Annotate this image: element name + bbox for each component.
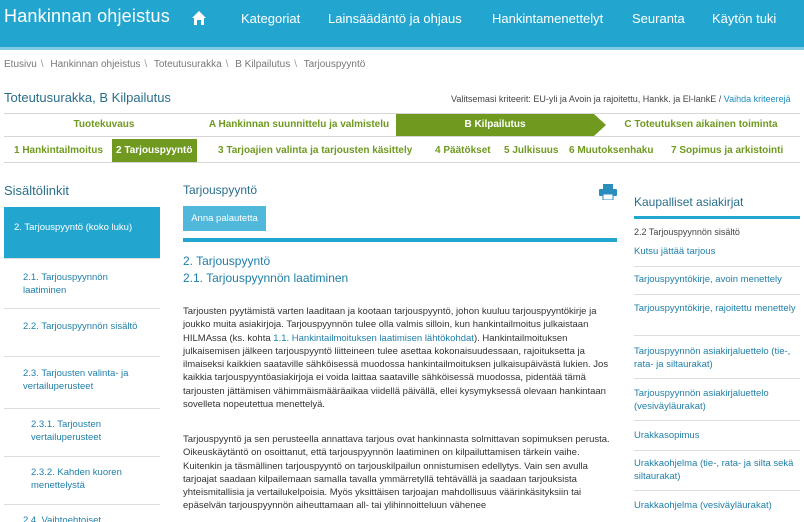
step-3[interactable]: 3 Tarjoajien valinta ja tarjousten käsittely <box>218 145 413 156</box>
step-2-active[interactable]: 2 Tarjouspyyntö <box>112 139 197 162</box>
breadcrumb-item[interactable]: Etusivu <box>4 59 37 70</box>
breadcrumb: Etusivu \ Hankinnan ohjeistus \ Toteutusurakka \ B Kilpailutus \ Tarjouspyyntö <box>4 59 366 70</box>
inline-link-1-1[interactable]: 1.1. Hankintailmoituksen laatimisen lähtökohdat <box>273 332 474 344</box>
right-divider <box>634 216 800 219</box>
document-link[interactable]: Tarjouspyynnön asiakirjaluettelo (tie-, rata- ja siltaurakat) <box>634 345 800 379</box>
sidebar-item-chapter[interactable]: 2. Tarjouspyyntö (koko luku) <box>4 209 160 259</box>
sidebar-item-2-3-1[interactable]: 2.3.1. Tarjousten vertailuperusteet <box>4 409 160 457</box>
step-6[interactable]: 6 Muutoksenhaku <box>569 145 654 156</box>
nav-lainsaadanto[interactable]: Lainsäädäntö ja ohjaus <box>328 11 462 26</box>
nav-seuranta[interactable]: Seuranta <box>632 11 685 26</box>
page-title: Toteutusurakka, B Kilpailutus <box>4 90 171 105</box>
paragraph-text: Tarjousten pyytämistä varten laaditaan ja kootaan tarjouspyyntö, johon kuuluu tarjouspyyntökirje ja joukko muita asiakirjoja. Tarjouspyynnön tulee olla valmis silloin, kun hankintailmoitus julkaistaan HILMAssa (ks. kohta <box>183 306 597 344</box>
paragraph-2: Tarjouspyyntö ja sen perusteella annattava tarjous ovat hankinnasta solmittavan sopimuksen perusta. Oikeuskäytäntö on osoittanut, että tarjouspyynnön laatiminen on kilpailuttamisen tärkein vaihe. Kuitenkin ja täsmällinen tarjouspyyntö on tarjouskilpailun onnistumisen edellytys. Vain sen avulla tarjoajat saadaan kilpailemaan samalla tavalla ymmärretyllä tehtävällä ja saadaan tarjouksista yhteismitallisia ja vertailukelpoisia. Myös yksittäisen tarjoajan mahdollisuus väärinkäsityksiin tai epäselvän tarjouspyynnön aiheuttamaan all- tai ylihinnoitteluun vähenee <box>183 434 610 512</box>
header-stripe <box>0 47 804 50</box>
phase-b-active[interactable]: B Kilpailutus <box>396 114 594 136</box>
sidebar-item-2-2[interactable]: 2.2. Tarjouspyynnön sisältö <box>4 309 160 357</box>
commercial-documents-title: Kaupalliset asiakirjat <box>634 195 744 209</box>
site-brand[interactable]: Hankinnan ohjeistus <box>4 6 170 26</box>
criteria-summary <box>451 94 791 104</box>
document-link[interactable]: Tarjouspyynnön asiakirjaluettelo (vesiväyläurakat) <box>634 387 800 421</box>
paragraph-text: ). Hankintailmoituksen julkaisemisen jälkeen tarjouspyyntö liitteineen tulee asettaa kokonaisuudessaan, rajoituksetta ja ilmaiseksi kaikkien saataville sähköisessä muodossa hankintailmoituksen julkaisupäivästä lukien. Jos kaikkia tarjouspyyntöasiakirjoja ei voida laittaa saataville sähköisessä muodossa, pidentää tämä tarjousten jättämisen vähimmäismääräaikaa viidellä päivällä, ellei kysymyksessä olevaan hankintaan sovelleta nopeutettua menettelyä. <box>183 332 609 411</box>
phase-a[interactable]: A Hankinnan suunnittelu ja valmistelu <box>208 119 390 130</box>
document-link[interactable]: Kutsu jättää tarjous <box>634 245 800 267</box>
nav-kategoriat[interactable]: Kategoriat <box>241 11 301 26</box>
give-feedback-button[interactable]: Anna palautetta <box>183 206 266 231</box>
print-icon[interactable] <box>599 184 617 200</box>
sidebar-item-2-4[interactable]: 2.4. Vaihtoehtoiset <box>23 515 101 522</box>
phase-c[interactable]: C Toteutuksen aikainen toiminta <box>624 119 778 130</box>
document-link[interactable]: Urakkaohjelma (tie-, rata- ja silta sekä siltaurakat) <box>634 457 800 491</box>
paragraph-1 <box>183 305 617 411</box>
step-bar <box>4 139 800 163</box>
document-link[interactable]: Tarjouspyyntökirje, avoin menettely <box>634 273 800 295</box>
step-4[interactable]: 4 Päätökset <box>435 145 491 156</box>
sidebar-item-2-3[interactable]: 2.3. Tarjousten valinta- ja vertailuperusteet <box>4 357 160 409</box>
section-heading: 2. Tarjouspyyntö <box>183 254 271 268</box>
step-7[interactable]: 7 Sopimus ja arkistointi <box>671 145 784 156</box>
nav-hankintamenettelyt[interactable]: Hankintamenettelyt <box>492 11 604 26</box>
breadcrumb-item[interactable]: Toteutusurakka <box>153 59 222 70</box>
change-criteria-link[interactable]: Vaihda kriteerejä <box>723 94 791 104</box>
content-links-sidebar <box>4 207 160 522</box>
criteria-text: Valitsemasi kriteerit: EU-yli ja Avoin ja rajoitettu, Hankk. ja El-lankE / <box>451 94 722 104</box>
sidebar-item-2-3-2[interactable]: 2.3.2. Kahden kuoren menettelystä <box>4 457 160 505</box>
document-link[interactable]: Urakkaohjelma (vesiväyläurakat) <box>634 500 772 511</box>
subsection-heading: 2.1. Tarjouspyynnön laatiminen <box>183 271 349 285</box>
phase-bar <box>4 113 800 137</box>
content-divider <box>183 238 617 242</box>
nav-kayton-tuki[interactable]: Käytön tuki <box>712 11 777 26</box>
phase-arrow <box>594 114 606 136</box>
breadcrumb-item[interactable]: B Kilpailutus <box>235 59 291 70</box>
breadcrumb-item[interactable]: Hankinnan ohjeistus <box>50 59 141 70</box>
main-title: Tarjouspyyntö <box>183 183 258 197</box>
document-link[interactable]: Urakkasopimus <box>634 429 800 451</box>
phase-tuotekuvaus[interactable]: Tuotekuvaus <box>73 119 135 130</box>
document-link[interactable]: Tarjouspyyntökirje, rajoitettu menettely <box>634 302 800 336</box>
step-1[interactable]: 1 Hankintailmoitus <box>14 145 103 156</box>
breadcrumb-current: Tarjouspyyntö <box>303 59 366 70</box>
top-navigation <box>0 0 804 47</box>
home-icon[interactable] <box>191 10 207 26</box>
sidebar-title: Sisältölinkit <box>4 183 70 198</box>
step-5[interactable]: 5 Julkisuus <box>504 145 559 156</box>
right-subtitle: 2.2 Tarjouspyynnön sisältö <box>634 227 740 237</box>
sidebar-item-2-1[interactable]: 2.1. Tarjouspyynnön laatiminen <box>4 259 160 309</box>
